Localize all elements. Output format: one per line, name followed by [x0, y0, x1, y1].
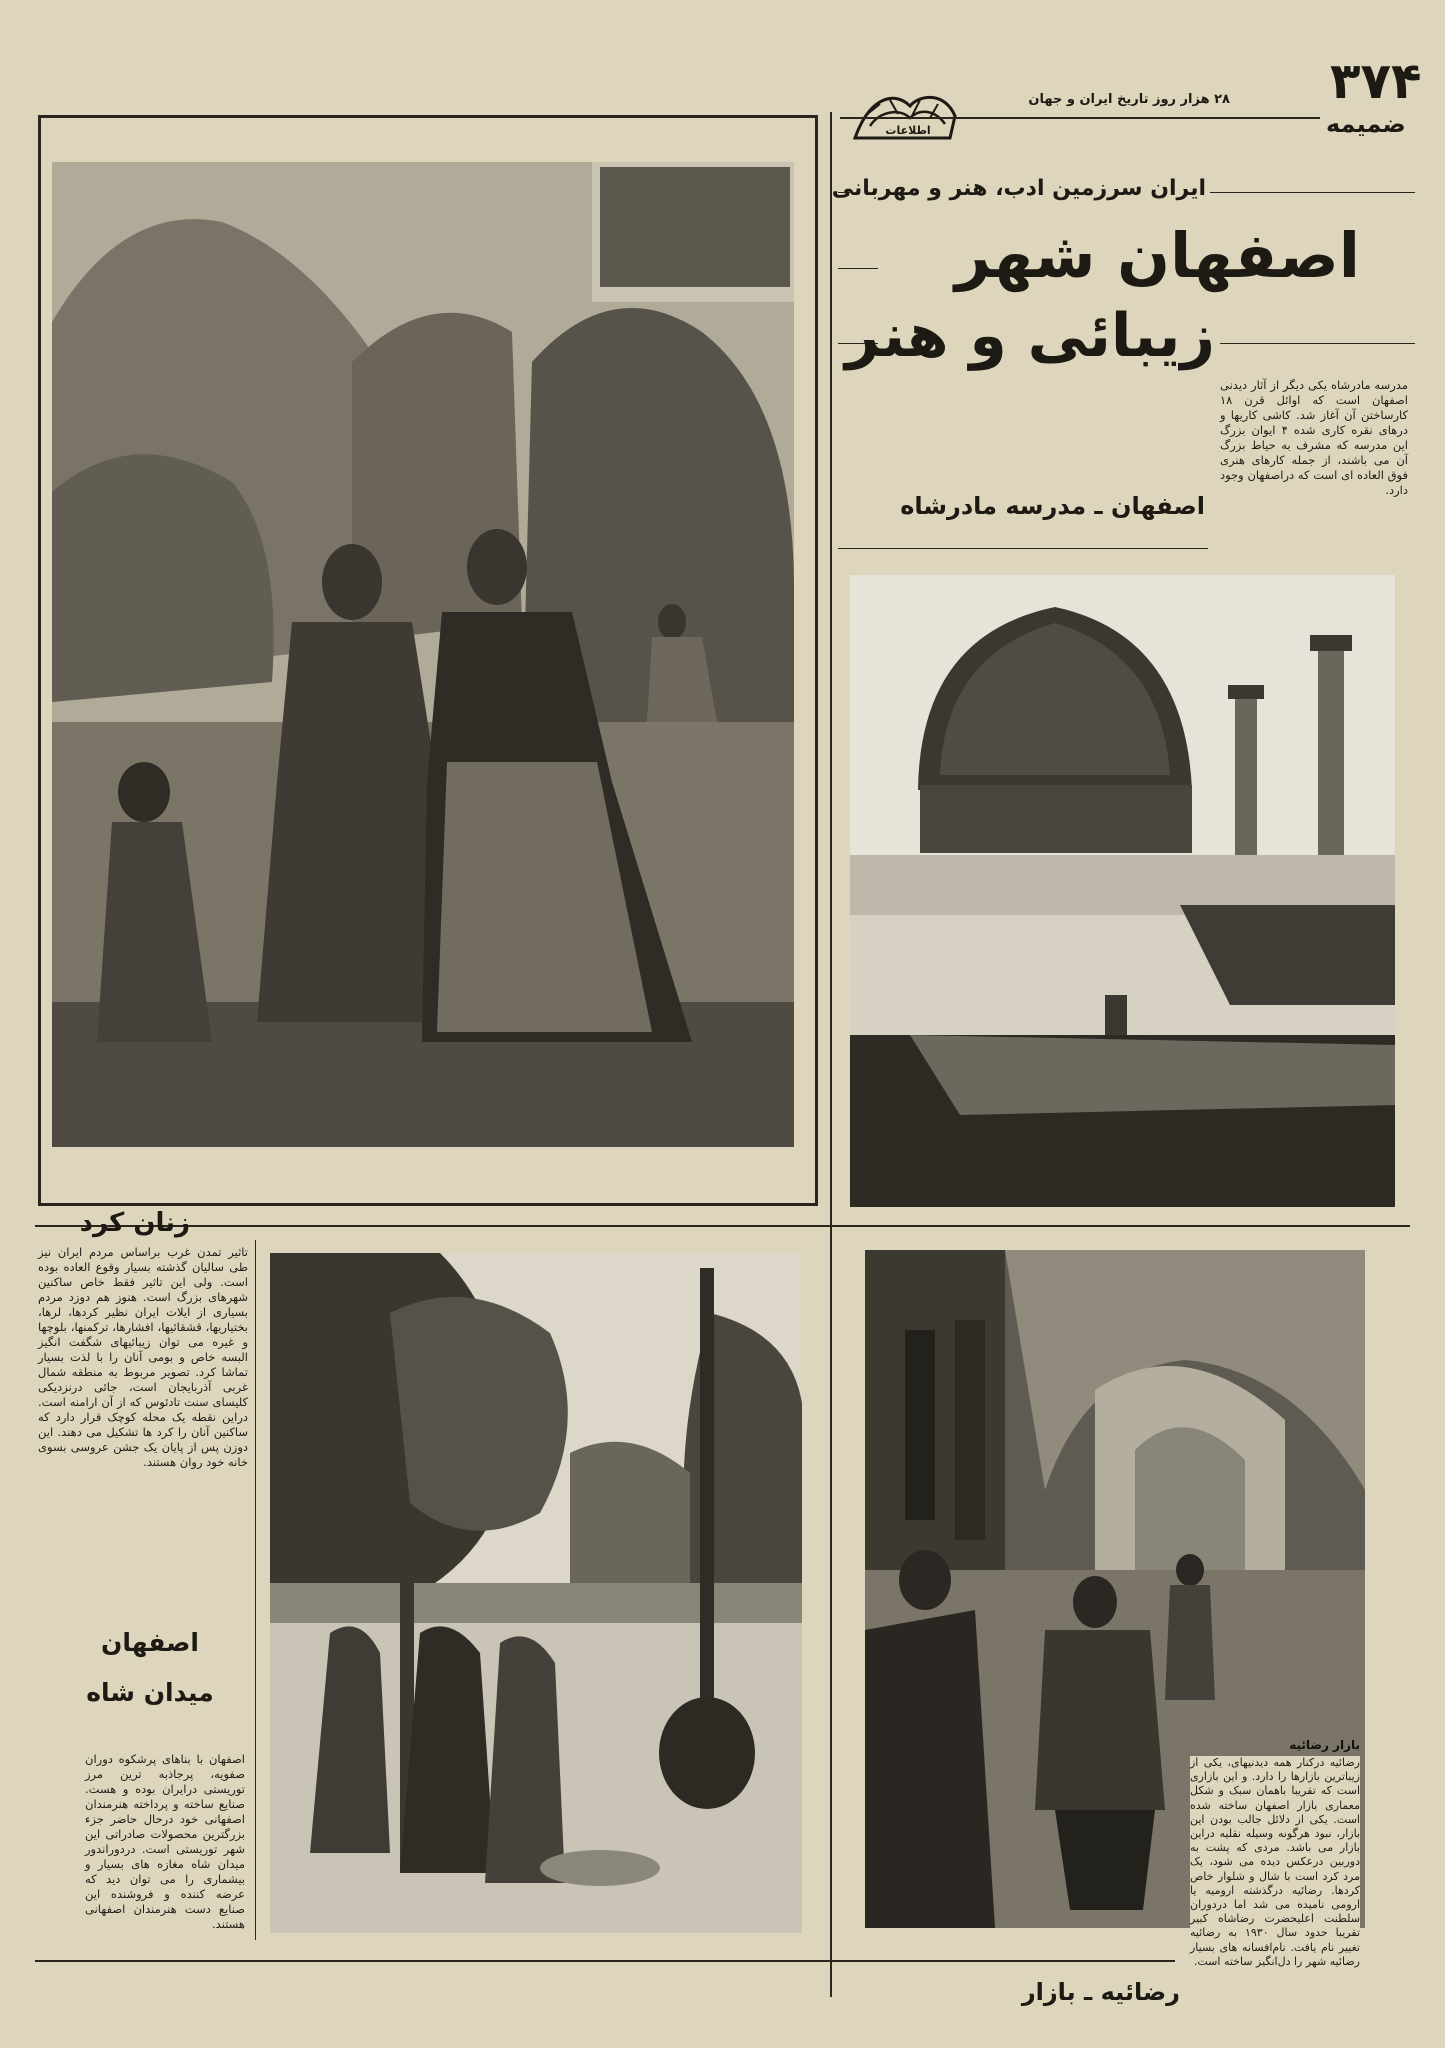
maidan-title-line1: اصفهان	[101, 1628, 199, 1657]
header-rule	[840, 117, 1320, 119]
bazaar-title: رضائیه ـ بازار	[1021, 1978, 1180, 2006]
page-number: ۳۷۴	[1330, 52, 1422, 110]
madreseh-title: اصفهان ـ مدرسه مادرشاه	[900, 492, 1205, 520]
kurdish-women-title-rule	[190, 1226, 250, 1227]
logo-text: اطلاعات	[885, 124, 931, 137]
maidan-title-line2: میدان شاه	[86, 1678, 214, 1707]
kicker-rule-right	[1210, 192, 1415, 193]
logo-emblem-icon	[850, 86, 960, 146]
kurdish-women-photo	[52, 162, 794, 1147]
madreseh-mosque-photo	[850, 575, 1395, 1207]
newspaper-logo	[850, 86, 960, 146]
headline-title-line2: زیبائی و هنر	[845, 301, 1215, 371]
headline-rule-1	[838, 268, 878, 269]
headline-title-line1: اصفهان شهر	[955, 219, 1360, 292]
kurdish-women-title: زنان کرد	[79, 1208, 190, 1238]
kurdish-women-text: تاثیر تمدن غرب براساس مردم ایران نیز طی سالیان گذشته بسیار وقوع العاده بوده است. ولی این تاثیر فقط خاص ساکنین شهرهای بزرگ است. هنوز هم دوزد مردم بسیاری از ایلات ایران نظیر کردها، لرها، بختیاریها، قشقائیها، افشارها، ترکمنها، بلوچها و غیره می توان زیبائیهای شگفت انگیز البسه خاص و بومی آنان را با لذت بسیار تماشا کرد. تصویر مربوط به منطقه شمال غربی آذربایجان است، جائی درنزدیکی کلیسای سنت تادئوس که از آن ارامنه است. دراین نقطه یک محله کوچک قرار دارد که ساکنین آنان را کرد ها تشکیل می دهند. این دوزن پس از پایان یک جشن عروسی بسوی خانه خود روان هستند.	[38, 1245, 248, 1469]
maidan-shah-photo	[270, 1253, 802, 1933]
supplement-label: ضمیمه	[1326, 110, 1406, 138]
series-title: ۲۸ هزار روز تاریخ ایران و جهان	[1028, 92, 1230, 107]
bazaar-caption-title: بازار رضائیه	[1289, 1738, 1360, 1752]
bazaar-caption-text: رضائیه درکنار همه دیدنیهای، یکی از زیباترین بازارها را دارد. و این بازاری است که تقریبا باهمان سبک و شکل معماری بازار اصفهان ساخته شده است. یکی از دلائل جالب بودن این بازار، نبود هرگونه وسیله نقلیه دراین بازار می باشد. مردی که پشت به دوربین درعکس دیده می شود، یک مرد کرد است با شال و شلوار خاص کردها. رضائیه درگذشته ارومیه یا ارومی نامیده می شد اما دردوران سلطنت اعلیحضرت رضاشاه کبیر تقریبا حدود سال ۱۹۳۰ به رضائیه تغییر نام یافت. نام‌افسانه های بسیار رضائیه شهر را دل‌انگیز ساخته است.	[1190, 1756, 1360, 2026]
madreseh-rule	[838, 548, 1208, 549]
headline-rule-3	[1220, 343, 1415, 344]
vertical-divider-top	[830, 112, 832, 1227]
vertical-divider-bottom-left	[255, 1240, 256, 1940]
madreseh-caption-text: مدرسه مادرشاه یکی دیگر از آثار دیدنی اصفهان است که اوائل قرن ۱۸ کارساختن آن آغاز شد. کاشی کاریها و درهای نقره کاری شده ۴ ایوان بزرگ این مدرسه که مشرف به حیاط بزرگ آن می باشند، از جمله کارهای هنری فوق العاده ای است که دراصفهان وجود دارد.	[1220, 378, 1408, 497]
maidan-text: اصفهان با بناهای پرشکوه دوران صفویه، پرجاذبه ترین مرز توریستی درایران بوده و هست. صنایع ساخته و پرداخته هنرمندان اصفهانی خود درحال حاضر جزء بزرگترین محصولات صادراتی این شهر توریستی است. دردوراندور میدان شاه مغازه های بسیار و بیشماری را می توان دید که عرضه کننده و فروشنده این صنایع دست هنرمندان اصفهانی هستند.	[85, 1752, 245, 1931]
vertical-divider-bottom	[830, 1227, 832, 1997]
headline-kicker: ایران سرزمین ادب، هنر و مهربانی	[831, 176, 1206, 201]
